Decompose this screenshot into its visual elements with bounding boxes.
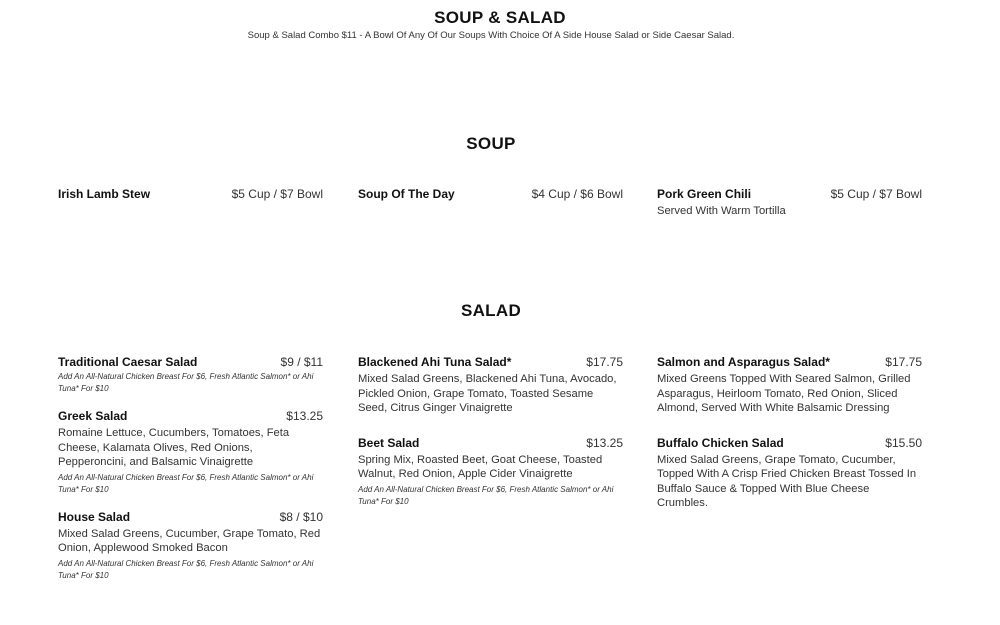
menu-item	[657, 436, 922, 511]
item-price: $13.25	[286, 409, 323, 423]
salad-column-3	[657, 355, 922, 525]
soup-column-2	[358, 187, 623, 215]
menu-item	[358, 355, 623, 416]
item-description: Romaine Lettuce, Cucumbers, Tomatoes, Feta Cheese, Kalamata Olives, Red Onions, Pepperoncini, and Balsamic Vinaigrette	[58, 427, 290, 468]
item-description: Spring Mix, Roasted Beet, Goat Cheese, Toasted Walnut, Red Onion, Apple Cider Vinaigrette	[358, 453, 603, 480]
soup-column-3	[657, 187, 922, 233]
page-title: SOUP & SALAD	[434, 8, 566, 27]
item-description: Mixed Salad Greens, Grape Tomato, Cucumber, Topped With A Crisp Fried Chicken Breast Tossed In Buffalo Sauce & Topped With Blue Cheese Crumbles.	[657, 453, 917, 509]
item-note: Add An All-Natural Chicken Breast For $6, Fresh Atlantic Salmon* or Ahi Tuna* For $10	[358, 484, 614, 506]
item-description: Served With Warm Tortilla	[657, 205, 786, 217]
item-name: House Salad	[58, 509, 131, 524]
salad-column-2	[358, 355, 623, 522]
item-note: Add An All-Natural Chicken Breast For $6, Fresh Atlantic Salmon* or Ahi Tuna* For $10	[58, 372, 314, 393]
item-description: Mixed Salad Greens, Blackened Ahi Tuna, Avocado, Pickled Onion, Grape Tomato, Toasted Sesame Seed, Citrus Ginger Vinaigrette	[358, 373, 617, 414]
item-price: $17.75	[586, 355, 623, 369]
item-name: Blackened Ahi Tuna Salad*	[358, 355, 512, 369]
item-price: $5 Cup / $7 Bowl	[231, 187, 323, 201]
item-price: $17.75	[885, 355, 922, 369]
item-note: Add An All-Natural Chicken Breast For $6, Fresh Atlantic Salmon* or Ahi Tuna* For $10	[58, 472, 314, 494]
item-price: $4 Cup / $6 Bowl	[531, 187, 623, 201]
soup-section-title: SOUP	[466, 134, 516, 153]
item-price: $13.25	[586, 435, 623, 450]
menu-item	[358, 436, 623, 508]
menu-item	[58, 409, 323, 496]
item-price: $8 / $10	[279, 509, 323, 524]
salad-section-title: SALAD	[460, 301, 522, 320]
item-price: $5 Cup / $7 Bowl	[830, 187, 922, 201]
soup-column-1	[58, 187, 323, 215]
item-description: Mixed Greens Topped With Seared Salmon, Grilled Asparagus, Heirloom Tomato, Red Onion, Sliced Almond, Served With White Balsamic Dressing	[657, 373, 911, 414]
menu-item	[358, 187, 623, 201]
item-price: $15.50	[885, 435, 922, 450]
menu-item	[58, 355, 323, 395]
page-subtitle: Soup & Salad Combo $11 - A Bowl Of Any Of Our Soups With Choice Of A Side House Salad or Side Caesar Salad.	[247, 30, 735, 41]
menu-item	[657, 355, 922, 416]
item-name: Salmon and Asparagus Salad*	[657, 355, 830, 369]
item-description: Mixed Salad Greens, Cucumber, Grape Tomato, Red Onion, Applewood Smoked Bacon	[58, 527, 321, 554]
item-name: Buffalo Chicken Salad	[657, 435, 784, 450]
item-note: Add An All-Natural Chicken Breast For $6, Fresh Atlantic Salmon* or Ahi Tuna* For $10	[58, 558, 314, 580]
menu-item	[58, 187, 323, 201]
item-name: Pork Green Chili	[657, 187, 752, 201]
item-name: Soup Of The Day	[358, 187, 455, 201]
menu-item	[58, 510, 323, 582]
salad-column-1	[58, 355, 323, 596]
item-name: Traditional Caesar Salad	[58, 355, 198, 369]
item-name: Irish Lamb Stew	[58, 187, 151, 201]
menu-item	[657, 187, 922, 219]
item-price: $9 / $11	[280, 355, 323, 369]
item-name: Beet Salad	[358, 435, 420, 450]
item-name: Greek Salad	[58, 409, 128, 423]
